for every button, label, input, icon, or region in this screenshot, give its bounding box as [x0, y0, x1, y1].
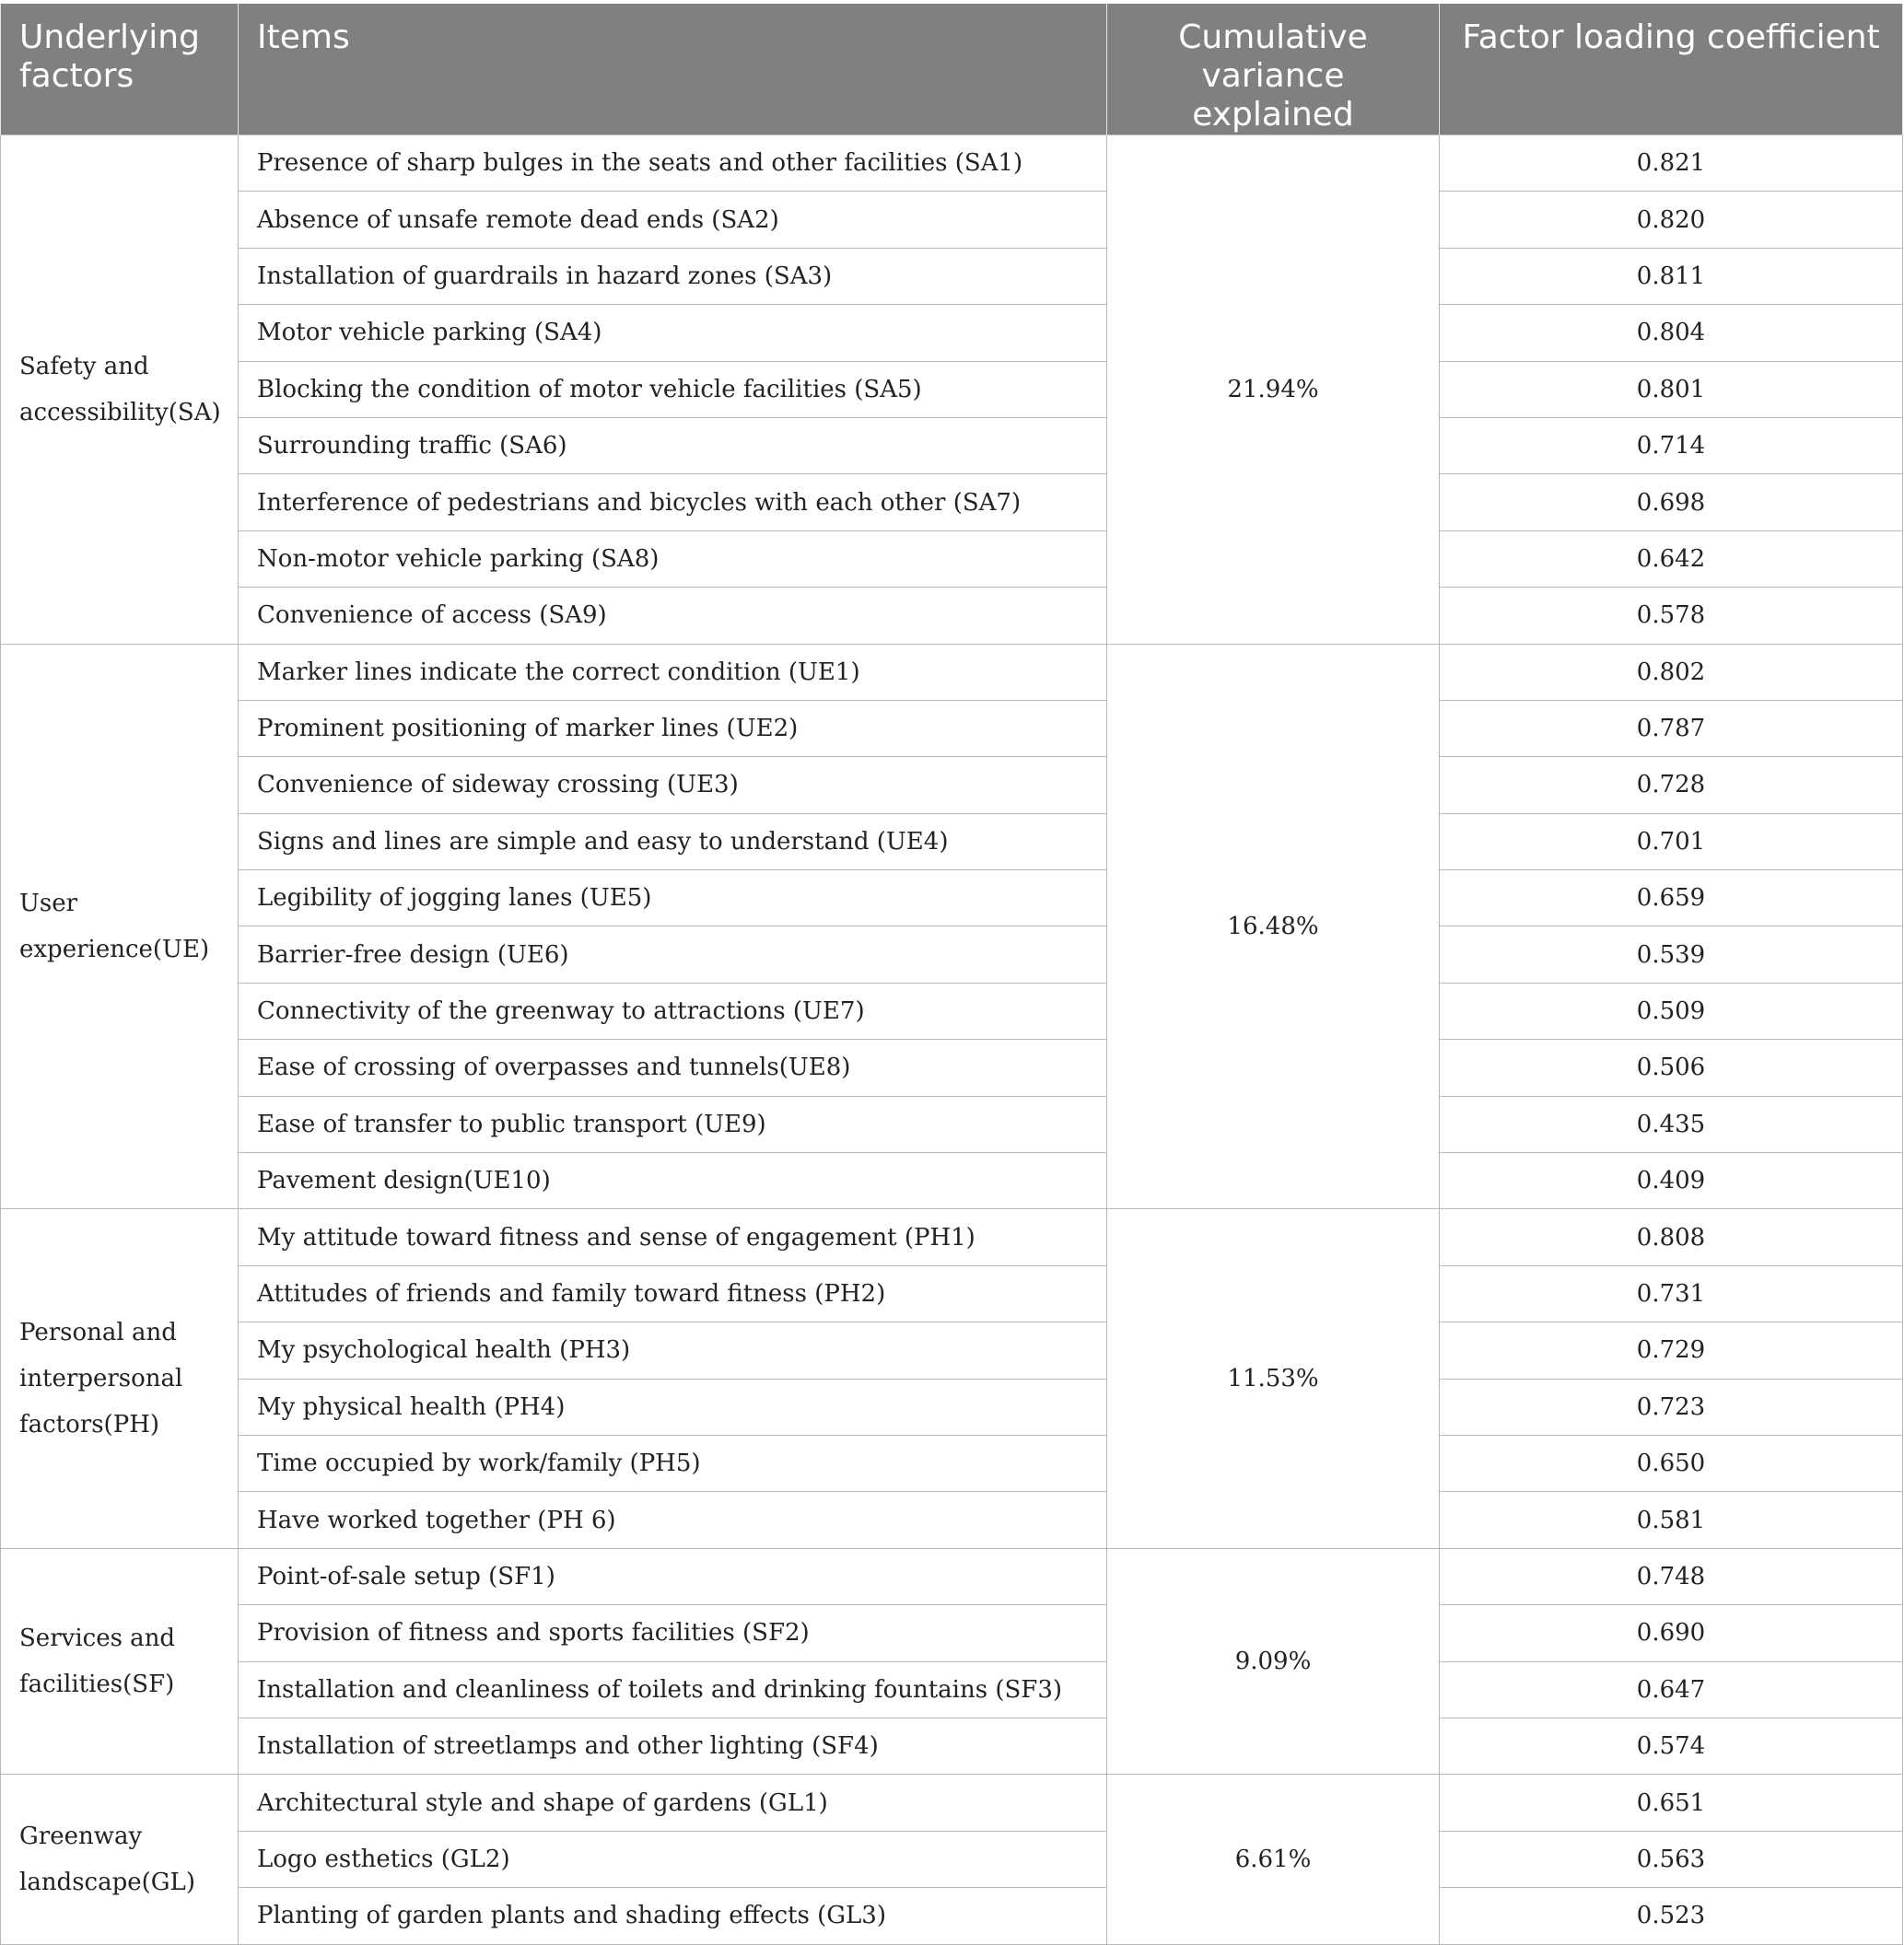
header-underlying-factors: Underlying factors	[1, 4, 239, 135]
table-row	[1, 813, 1903, 869]
header-items: Items	[239, 4, 1107, 135]
factor-loading-value: 0.650	[1440, 1435, 1903, 1491]
item-description: Convenience of sideway crossing (UE3)	[239, 757, 1107, 813]
factor-loading-value: 0.701	[1440, 813, 1903, 869]
factor-loading-value: 0.574	[1440, 1718, 1903, 1774]
item-description: Connectivity of the greenway to attractions (UE7)	[239, 983, 1107, 1039]
factor-loading-value: 0.435	[1440, 1096, 1903, 1152]
table-row	[1, 588, 1903, 644]
table-row	[1, 417, 1903, 473]
table-row	[1, 926, 1903, 983]
table-row	[1, 474, 1903, 530]
factor-loading-value: 0.509	[1440, 983, 1903, 1039]
factor-loading-value: 0.723	[1440, 1379, 1903, 1435]
factor-name: User experience(UE)	[1, 644, 239, 1209]
table-row	[1, 1548, 1903, 1604]
item-description: Convenience of access (SA9)	[239, 588, 1107, 644]
item-description: Interference of pedestrians and bicycles with each other (SA7)	[239, 474, 1107, 530]
item-description: My attitude toward fitness and sense of engagement (PH1)	[239, 1209, 1107, 1265]
item-description: My physical health (PH4)	[239, 1379, 1107, 1435]
factor-name: Personal and interpersonal factors(PH)	[1, 1209, 239, 1548]
factor-loading-value: 0.690	[1440, 1605, 1903, 1661]
factor-loading-value: 0.802	[1440, 644, 1903, 700]
item-description: Point-of-sale setup (SF1)	[239, 1548, 1107, 1604]
cumulative-variance-value: 16.48%	[1107, 644, 1440, 1209]
table-row	[1, 1888, 1903, 1944]
factor-name: Services and facilities(SF)	[1, 1548, 239, 1775]
factor-loading-value: 0.811	[1440, 248, 1903, 304]
item-description: Non-motor vehicle parking (SA8)	[239, 530, 1107, 587]
header-factor-loading: Factor loading coefficient	[1440, 4, 1903, 135]
item-description: Blocking the condition of motor vehicle facilities (SA5)	[239, 361, 1107, 417]
factor-loading-value: 0.728	[1440, 757, 1903, 813]
table-row	[1, 1775, 1903, 1831]
item-description: Installation of guardrails in hazard zones (SA3)	[239, 248, 1107, 304]
table-row	[1, 361, 1903, 417]
table-row	[1, 1379, 1903, 1435]
table-row	[1, 870, 1903, 926]
factor-loading-value: 0.506	[1440, 1040, 1903, 1096]
item-description: Motor vehicle parking (SA4)	[239, 305, 1107, 361]
factor-loading-value: 0.808	[1440, 1209, 1903, 1265]
factor-loading-value: 0.651	[1440, 1775, 1903, 1831]
item-description: Signs and lines are simple and easy to understand (UE4)	[239, 813, 1107, 869]
header-row	[1, 4, 1903, 135]
factor-loading-value: 0.578	[1440, 588, 1903, 644]
table-header	[1, 4, 1903, 135]
factor-loading-value: 0.539	[1440, 926, 1903, 983]
item-description: Attitudes of friends and family toward fitness (PH2)	[239, 1265, 1107, 1322]
item-description: Presence of sharp bulges in the seats and other facilities (SA1)	[239, 135, 1107, 192]
item-description: Installation and cleanliness of toilets and drinking fountains (SF3)	[239, 1661, 1107, 1718]
table-row	[1, 192, 1903, 248]
factor-loading-value: 0.659	[1440, 870, 1903, 926]
factor-loading-value: 0.729	[1440, 1322, 1903, 1379]
table-row	[1, 1040, 1903, 1096]
table-row	[1, 1096, 1903, 1152]
cumulative-variance-value: 6.61%	[1107, 1775, 1440, 1944]
table-row	[1, 1209, 1903, 1265]
table-row	[1, 1831, 1903, 1887]
table-row	[1, 248, 1903, 304]
factor-loading-value: 0.801	[1440, 361, 1903, 417]
table-row	[1, 530, 1903, 587]
item-description: Marker lines indicate the correct condition (UE1)	[239, 644, 1107, 700]
item-description: Barrier-free design (UE6)	[239, 926, 1107, 983]
factor-loading-value: 0.714	[1440, 417, 1903, 473]
table-row	[1, 1718, 1903, 1774]
table-row	[1, 700, 1903, 756]
factor-loading-value: 0.563	[1440, 1831, 1903, 1887]
factor-loading-value: 0.523	[1440, 1888, 1903, 1944]
item-description: My psychological health (PH3)	[239, 1322, 1107, 1379]
item-description: Pavement design(UE10)	[239, 1153, 1107, 1209]
table-row	[1, 1265, 1903, 1322]
factor-loading-value: 0.642	[1440, 530, 1903, 587]
cumulative-variance-value: 21.94%	[1107, 135, 1440, 645]
factor-loading-value: 0.731	[1440, 1265, 1903, 1322]
factor-loading-value: 0.821	[1440, 135, 1903, 192]
item-description: Time occupied by work/family (PH5)	[239, 1435, 1107, 1491]
factor-loading-value: 0.748	[1440, 1548, 1903, 1604]
table-row	[1, 1661, 1903, 1718]
item-description: Ease of transfer to public transport (UE9)	[239, 1096, 1107, 1152]
item-description: Provision of fitness and sports facilities (SF2)	[239, 1605, 1107, 1661]
table-row	[1, 1435, 1903, 1491]
item-description: Logo esthetics (GL2)	[239, 1831, 1107, 1887]
table-row	[1, 644, 1903, 700]
table-row	[1, 1492, 1903, 1548]
table-row	[1, 135, 1903, 192]
table-body	[1, 135, 1903, 1945]
table-row	[1, 757, 1903, 813]
factor-loading-value: 0.804	[1440, 305, 1903, 361]
table-row	[1, 1322, 1903, 1379]
item-description: Installation of streetlamps and other lighting (SF4)	[239, 1718, 1107, 1774]
item-description: Have worked together (PH 6)	[239, 1492, 1107, 1548]
table-row	[1, 305, 1903, 361]
cumulative-variance-value: 11.53%	[1107, 1209, 1440, 1548]
factor-loading-value: 0.409	[1440, 1153, 1903, 1209]
table-row	[1, 1153, 1903, 1209]
item-description: Legibility of jogging lanes (UE5)	[239, 870, 1107, 926]
item-description: Absence of unsafe remote dead ends (SA2)	[239, 192, 1107, 248]
factor-loading-value: 0.581	[1440, 1492, 1903, 1548]
factor-loading-value: 0.820	[1440, 192, 1903, 248]
factor-name: Greenway landscape(GL)	[1, 1775, 239, 1944]
factor-loading-value: 0.787	[1440, 700, 1903, 756]
cumulative-variance-value: 9.09%	[1107, 1548, 1440, 1775]
item-description: Ease of crossing of overpasses and tunnels(UE8)	[239, 1040, 1107, 1096]
item-description: Surrounding traffic (SA6)	[239, 417, 1107, 473]
header-cumulative-variance: Cumulative variance explained	[1107, 4, 1440, 135]
table-row	[1, 1605, 1903, 1661]
item-description: Prominent positioning of marker lines (UE2)	[239, 700, 1107, 756]
item-description: Architectural style and shape of gardens (GL1)	[239, 1775, 1107, 1831]
item-description: Planting of garden plants and shading effects (GL3)	[239, 1888, 1107, 1944]
factor-loading-value: 0.647	[1440, 1661, 1903, 1718]
factor-loading-value: 0.698	[1440, 474, 1903, 530]
table-row	[1, 983, 1903, 1039]
factor-name: Safety and accessibility(SA)	[1, 135, 239, 645]
factor-analysis-table	[0, 4, 1903, 1945]
